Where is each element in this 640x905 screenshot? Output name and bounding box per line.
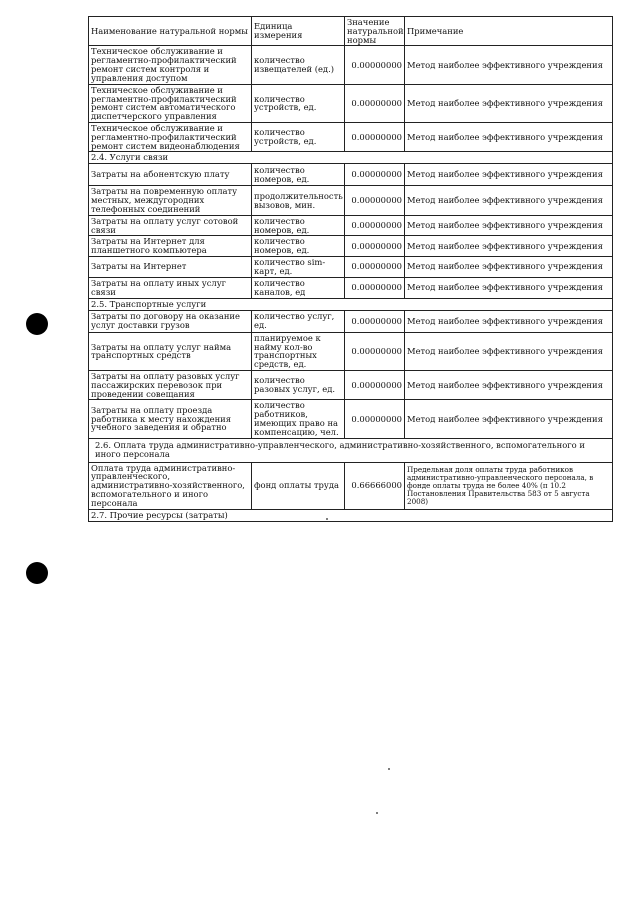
table-header-row: [89, 17, 613, 46]
cell-note: Метод наиболее эффективного учреждения: [405, 277, 613, 298]
cell-norm-name: Техническое обслуживание и регламентно-профилактический ремонт систем автоматического диспетчерского управления: [89, 84, 252, 122]
cell-norm-name: Затраты на Интернет для планшетного компьютера: [89, 236, 252, 257]
section-heading-row: [89, 438, 613, 462]
cell-unit: количество разовых услуг, ед.: [252, 370, 345, 399]
table-row: [89, 84, 613, 122]
cell-unit: количество номеров, ед.: [252, 236, 345, 257]
table-row: [89, 46, 613, 84]
table-row: [89, 122, 613, 151]
section-title-other-resources: 2.7. Прочие ресурсы (затраты): [89, 509, 613, 521]
table-row: [89, 186, 613, 215]
cell-unit: количество извещателей (ед.): [252, 46, 345, 84]
table-row: [89, 310, 613, 332]
scan-speck: [388, 768, 390, 770]
cell-unit: количество номеров, ед.: [252, 164, 345, 186]
cell-note: Метод наиболее эффективного учреждения: [405, 122, 613, 151]
cell-norm-name: Техническое обслуживание и регламентно-профилактический ремонт систем видеонаблюдения: [89, 122, 252, 151]
cell-norm-name: Затраты на повременную оплату местных, междугородних телефонных соединений: [89, 186, 252, 215]
cell-note: Метод наиболее эффективного учреждения: [405, 164, 613, 186]
cell-value: 0.00000000: [345, 277, 405, 298]
section-heading-row: [89, 298, 613, 310]
table-row: [89, 400, 613, 438]
cell-note: Метод наиболее эффективного учреждения: [405, 257, 613, 278]
cell-note: Метод наиболее эффективного учреждения: [405, 310, 613, 332]
header-unit: Единица измерения: [252, 17, 345, 46]
header-note: Примечание: [405, 17, 613, 46]
table-row: [89, 462, 613, 509]
section-title-communications: 2.4. Услуги связи: [89, 152, 613, 164]
cell-value: 0.00000000: [345, 215, 405, 236]
section-title-payroll: 2.6. Оплата труда административно-управленческого, административно-хозяйственного, вспомогательного и иного персонала: [89, 438, 613, 462]
cell-norm-name: Затраты на оплату проезда работника к месту нахождения учебного заведения и обратно: [89, 400, 252, 438]
table-row: [89, 236, 613, 257]
cell-norm-name: Оплата труда административно-управленческого, административно-хозяйственного, вспомогательного и иного персонала: [89, 462, 252, 509]
cell-value: 0.00000000: [345, 84, 405, 122]
cell-note: Метод наиболее эффективного учреждения: [405, 46, 613, 84]
binder-hole-top: [26, 313, 48, 335]
header-norm-name: Наименование натуральной нормы: [89, 17, 252, 46]
cell-value: 0.66666000: [345, 462, 405, 509]
section-heading-row: [89, 509, 613, 521]
cell-note: Метод наиболее эффективного учреждения: [405, 332, 613, 370]
cell-value: 0.00000000: [345, 400, 405, 438]
cell-value: 0.00000000: [345, 186, 405, 215]
cell-note: Метод наиболее эффективного учреждения: [405, 370, 613, 399]
cell-value: 0.00000000: [345, 370, 405, 399]
table-row: [89, 277, 613, 298]
cell-norm-name: Затраты на Интернет: [89, 257, 252, 278]
cell-norm-name: Затраты на оплату разовых услуг пассажирских перевозок при проведении совещания: [89, 370, 252, 399]
cell-value: 0.00000000: [345, 332, 405, 370]
binder-hole-bottom: [26, 562, 48, 584]
cell-note: Метод наиболее эффективного учреждения: [405, 400, 613, 438]
cell-note: Метод наиболее эффективного учреждения: [405, 186, 613, 215]
cell-norm-name: Техническое обслуживание и регламентно-профилактический ремонт систем контроля и управления доступом: [89, 46, 252, 84]
table-row: [89, 164, 613, 186]
section-title-transport: 2.5. Транспортные услуги: [89, 298, 613, 310]
cell-norm-name: Затраты по договору на оказание услуг доставки грузов: [89, 310, 252, 332]
table-row: [89, 215, 613, 236]
cell-unit: фонд оплаты труда: [252, 462, 345, 509]
cell-unit: количество каналов, ед: [252, 277, 345, 298]
scan-speck: [376, 812, 378, 814]
cell-unit: количество устройств, ед.: [252, 122, 345, 151]
cell-unit: количество номеров, ед.: [252, 215, 345, 236]
cell-unit: планируемое к найму кол-во транспортных средств, ед.: [252, 332, 345, 370]
cell-value: 0.00000000: [345, 122, 405, 151]
cell-note: Метод наиболее эффективного учреждения: [405, 236, 613, 257]
cell-unit: количество sim-карт, ед.: [252, 257, 345, 278]
cell-norm-name: Затраты на оплату услуг сотовой связи: [89, 215, 252, 236]
table-row: [89, 257, 613, 278]
cell-value: 0.00000000: [345, 257, 405, 278]
cell-value: 0.00000000: [345, 164, 405, 186]
table-row: [89, 370, 613, 399]
cell-norm-name: Затраты на абонентскую плату: [89, 164, 252, 186]
cell-norm-name: Затраты на оплату иных услуг связи: [89, 277, 252, 298]
cell-unit: количество услуг, ед.: [252, 310, 345, 332]
cell-note: Метод наиболее эффективного учреждения: [405, 215, 613, 236]
cell-note: Предельная доля оплаты труда работников административно-управленческого персонала, в фонде оплаты труда не более 40% (п 10.2 Постановления Правительства 583 от 5 августа 2008): [405, 462, 613, 509]
cell-value: 0.00000000: [345, 46, 405, 84]
natural-norms-table: [88, 16, 613, 522]
cell-note: Метод наиболее эффективного учреждения: [405, 84, 613, 122]
cell-value: 0.00000000: [345, 310, 405, 332]
section-heading-row: [89, 152, 613, 164]
cell-unit: количество работников, имеющих право на компенсацию, чел.: [252, 400, 345, 438]
header-norm-value: Значение натуральной нормы: [345, 17, 405, 46]
table-row: [89, 332, 613, 370]
cell-unit: продолжительность вызовов, мин.: [252, 186, 345, 215]
cell-value: 0.00000000: [345, 236, 405, 257]
cell-unit: количество устройств, ед.: [252, 84, 345, 122]
cell-norm-name: Затраты на оплату услуг найма транспортных средств: [89, 332, 252, 370]
